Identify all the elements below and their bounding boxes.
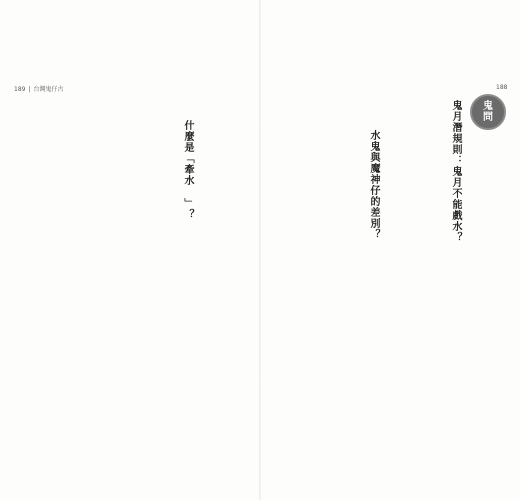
heading-q1: 鬼月潛規則：鬼月不能戲水？	[450, 100, 461, 243]
page-gutter	[259, 0, 261, 500]
left-page-title: 台灣鬼仔古	[33, 86, 64, 93]
left-running-head: 189 | 台灣鬼仔古	[14, 86, 64, 93]
heading-q3: 什麼是「牽水 」？	[182, 120, 193, 220]
badge-char-1: 鬼	[483, 101, 493, 112]
heading-q2: 水鬼與魔神仔的差別？	[368, 130, 379, 240]
right-page-number: 188	[496, 84, 508, 91]
left-page-number: 189	[14, 86, 26, 93]
badge-char-2: 問	[483, 112, 493, 123]
section-badge	[470, 94, 506, 130]
